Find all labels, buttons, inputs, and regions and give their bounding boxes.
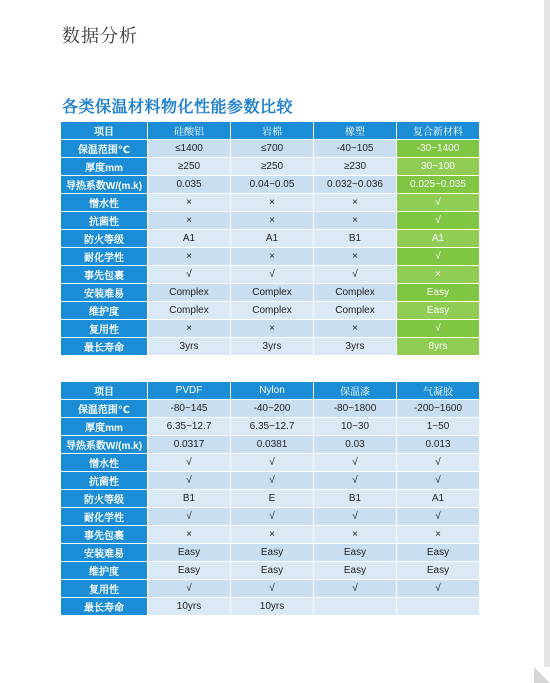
table-cell: ≥230 <box>314 158 396 175</box>
column-header: PVDF <box>148 382 230 399</box>
table-cell: 6.35~12.7 <box>231 418 313 435</box>
row-label: 导热系数W/(m.k) <box>61 176 147 193</box>
row-label: 厚度mm <box>61 418 147 435</box>
table-cell: 1~50 <box>397 418 479 435</box>
table-cell <box>397 598 479 615</box>
table-cell: ≥250 <box>231 158 313 175</box>
table-cell: B1 <box>148 490 230 507</box>
table-cell: √ <box>397 508 479 525</box>
table-row <box>61 526 479 543</box>
row-label: 复用性 <box>61 320 147 337</box>
table-row <box>61 230 479 247</box>
table-cell: -40~200 <box>231 400 313 417</box>
table-cell: √ <box>397 194 479 211</box>
table-cell: 0.03 <box>314 436 396 453</box>
table-cell: 8yrs <box>397 338 479 355</box>
column-header: 岩棉 <box>231 122 313 139</box>
table-row <box>61 436 479 453</box>
table-header-row <box>61 382 479 399</box>
column-header: 气凝胶 <box>397 382 479 399</box>
row-label: 维护度 <box>61 562 147 579</box>
table-row <box>61 194 479 211</box>
column-header: Nylon <box>231 382 313 399</box>
table-cell: × <box>148 248 230 265</box>
table-row <box>61 248 479 265</box>
row-label: 安装难易 <box>61 544 147 561</box>
table-cell: 10yrs <box>148 598 230 615</box>
table-row <box>61 544 479 561</box>
table-cell: 10~30 <box>314 418 396 435</box>
column-header: 保温漆 <box>314 382 396 399</box>
table-cell: Complex <box>314 302 396 319</box>
table-row <box>61 400 479 417</box>
table-row <box>61 472 479 489</box>
table-cell: √ <box>314 472 396 489</box>
table-cell: √ <box>148 266 230 283</box>
row-label: 耐化学性 <box>61 248 147 265</box>
table-cell: -40~105 <box>314 140 396 157</box>
table-cell: 10yrs <box>231 598 313 615</box>
table-cell: Easy <box>148 544 230 561</box>
table-cell: × <box>148 212 230 229</box>
table-row <box>61 266 479 283</box>
table-row <box>61 454 479 471</box>
row-label: 抗菌性 <box>61 212 147 229</box>
row-label: 保温范围℃ <box>61 140 147 157</box>
header-label-cell: 项目 <box>61 382 147 399</box>
row-label: 复用性 <box>61 580 147 597</box>
table-cell: Easy <box>397 544 479 561</box>
table-cell <box>314 598 396 615</box>
table-cell: 6.35~12.7 <box>148 418 230 435</box>
table-cell: √ <box>314 266 396 283</box>
table-cell: √ <box>397 472 479 489</box>
table-cell: √ <box>231 472 313 489</box>
table-row <box>61 508 479 525</box>
table-cell: Complex <box>231 302 313 319</box>
column-header: 橡塑 <box>314 122 396 139</box>
comparison-table-2 <box>60 381 480 616</box>
table-row <box>61 490 479 507</box>
row-label: 保温范围℃ <box>61 400 147 417</box>
table-cell: √ <box>397 320 479 337</box>
table-cell: -30~1400 <box>397 140 479 157</box>
table-cell: √ <box>314 508 396 525</box>
column-header: 复合新材料 <box>397 122 479 139</box>
row-label: 防火等级 <box>61 230 147 247</box>
table-cell: -80~1800 <box>314 400 396 417</box>
table-row <box>61 212 479 229</box>
table-cell: Easy <box>397 302 479 319</box>
row-label: 最长寿命 <box>61 338 147 355</box>
table-cell: 0.025~0.035 <box>397 176 479 193</box>
table-row <box>61 598 479 615</box>
row-label: 事先包裹 <box>61 526 147 543</box>
row-label: 事先包裹 <box>61 266 147 283</box>
table-cell: ≤1400 <box>148 140 230 157</box>
table-cell: √ <box>397 454 479 471</box>
table-cell: 0.0317 <box>148 436 230 453</box>
table-cell: × <box>148 194 230 211</box>
table-cell: √ <box>314 580 396 597</box>
table-cell: A1 <box>397 490 479 507</box>
table-cell: Easy <box>314 562 396 579</box>
table-cell: -200~1600 <box>397 400 479 417</box>
table-row <box>61 418 479 435</box>
table-cell: 3yrs <box>148 338 230 355</box>
table-cell: Easy <box>148 562 230 579</box>
table-cell: Complex <box>148 284 230 301</box>
table-cell: × <box>314 320 396 337</box>
table-cell: A1 <box>231 230 313 247</box>
table-cell: × <box>148 526 230 543</box>
table-cell: √ <box>148 472 230 489</box>
table-cell: Easy <box>397 284 479 301</box>
table-cell: × <box>231 248 313 265</box>
table-cell: Easy <box>231 544 313 561</box>
table-cell: × <box>314 194 396 211</box>
table-cell: × <box>231 212 313 229</box>
table-cell: × <box>314 212 396 229</box>
row-label: 憎水性 <box>61 194 147 211</box>
table-cell: A1 <box>397 230 479 247</box>
table-cell: √ <box>397 212 479 229</box>
table-cell: √ <box>148 508 230 525</box>
table-cell: Complex <box>231 284 313 301</box>
table-cell: 3yrs <box>314 338 396 355</box>
page-corner <box>534 667 550 683</box>
table-cell: Complex <box>148 302 230 319</box>
row-label: 抗菌性 <box>61 472 147 489</box>
table-cell: √ <box>397 580 479 597</box>
table-cell: 3yrs <box>231 338 313 355</box>
table-cell: 30~100 <box>397 158 479 175</box>
table-cell: × <box>231 320 313 337</box>
table-cell: Complex <box>314 284 396 301</box>
table-cell: 0.013 <box>397 436 479 453</box>
table-cell: √ <box>231 266 313 283</box>
table-cell: √ <box>231 454 313 471</box>
table-cell: A1 <box>148 230 230 247</box>
table-cell: Easy <box>231 562 313 579</box>
section-title: 各类保温材料物化性能参数比较 <box>62 99 294 116</box>
table-cell: 0.04~0.05 <box>231 176 313 193</box>
table-cell: × <box>314 248 396 265</box>
table-cell: ≥250 <box>148 158 230 175</box>
row-label: 最长寿命 <box>61 598 147 615</box>
table-row <box>61 320 479 337</box>
comparison-table-1 <box>60 121 480 356</box>
table-cell: 0.032~0.036 <box>314 176 396 193</box>
row-label: 防火等级 <box>61 490 147 507</box>
table-cell: × <box>397 266 479 283</box>
table-cell: × <box>231 194 313 211</box>
column-header: 硅酸铝 <box>148 122 230 139</box>
page-edge <box>544 0 550 683</box>
row-label: 导热系数W/(m.k) <box>61 436 147 453</box>
table-row <box>61 284 479 301</box>
row-label: 憎水性 <box>61 454 147 471</box>
table-row <box>61 580 479 597</box>
table-cell: √ <box>231 580 313 597</box>
row-label: 安装难易 <box>61 284 147 301</box>
table-cell: B1 <box>314 490 396 507</box>
table-cell: -80~145 <box>148 400 230 417</box>
table-cell: √ <box>231 508 313 525</box>
table-cell: Easy <box>397 562 479 579</box>
table-cell: ≤700 <box>231 140 313 157</box>
table-cell: × <box>397 526 479 543</box>
header-label-cell: 项目 <box>61 122 147 139</box>
table-cell: √ <box>148 454 230 471</box>
table-cell: × <box>314 526 396 543</box>
row-label: 维护度 <box>61 302 147 319</box>
table-row <box>61 338 479 355</box>
table-cell: B1 <box>314 230 396 247</box>
table-row <box>61 158 479 175</box>
table-cell: × <box>148 320 230 337</box>
row-label: 厚度mm <box>61 158 147 175</box>
table-cell: × <box>231 526 313 543</box>
table-row <box>61 562 479 579</box>
table-cell: √ <box>314 454 396 471</box>
table-row <box>61 176 479 193</box>
table-cell: 0.0381 <box>231 436 313 453</box>
table-row <box>61 302 479 319</box>
table-cell: Easy <box>314 544 396 561</box>
table-cell: √ <box>148 580 230 597</box>
row-label: 耐化学性 <box>61 508 147 525</box>
table-row <box>61 140 479 157</box>
table-header-row <box>61 122 479 139</box>
table-cell: √ <box>397 248 479 265</box>
table-cell: 0.035 <box>148 176 230 193</box>
table-cell: E <box>231 490 313 507</box>
page-title: 数据分析 <box>62 26 138 46</box>
